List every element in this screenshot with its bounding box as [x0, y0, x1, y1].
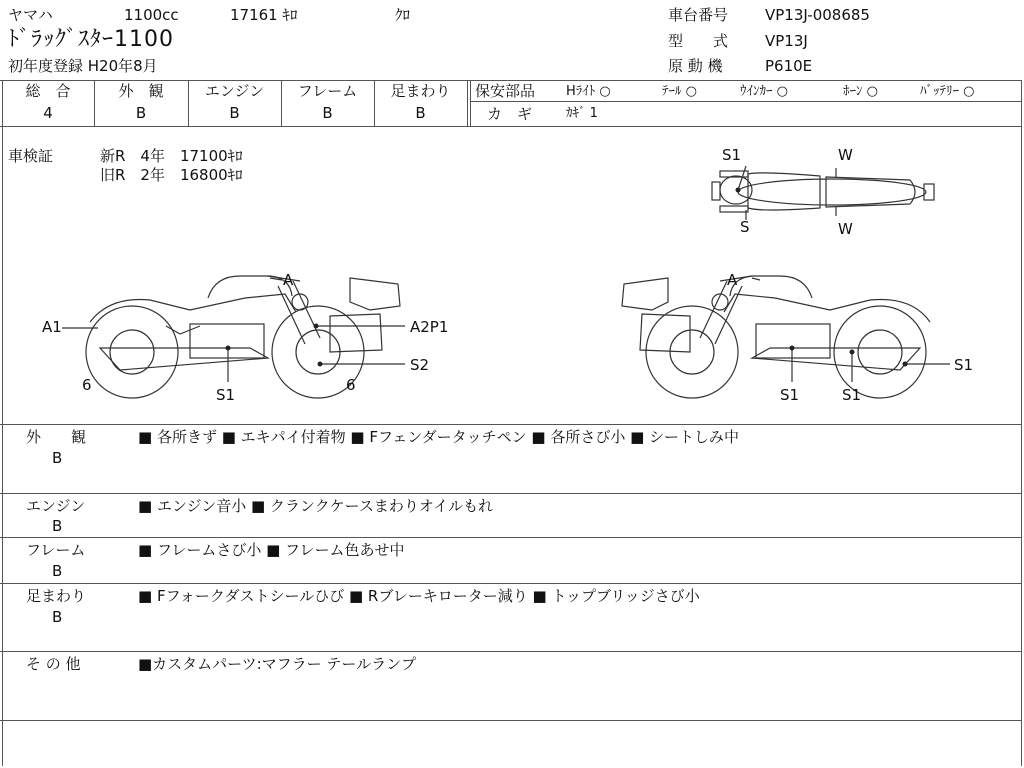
mileage: 17161 ｷﾛ — [230, 6, 298, 24]
top-s-label: S — [740, 218, 750, 236]
color: ｸﾛ — [395, 6, 411, 24]
note-exterior-grade: B — [52, 449, 63, 467]
note-frame-label: フレーム — [26, 541, 86, 559]
displacement: 1100cc — [124, 6, 179, 24]
inspection-old: 旧R 2年 16800ｷﾛ — [100, 166, 243, 184]
left-a1-label: A1 — [42, 318, 62, 336]
note-exterior-label: 外 観 — [26, 428, 87, 446]
model-name: ﾄﾞﾗｯｸﾞｽﾀｰ1100 — [8, 27, 174, 52]
left-a2p1-label: A2P1 — [410, 318, 449, 336]
top-w2-label: W — [838, 220, 853, 238]
right-s1b-label: S1 — [842, 386, 862, 404]
type-label: 型 式 — [668, 32, 729, 50]
divider — [470, 80, 471, 126]
grade-frame-label: フレーム — [297, 82, 358, 100]
frame-no-label: 車台番号 — [668, 6, 729, 24]
left-6b-label: 6 — [346, 376, 356, 394]
grade-engine-label: エンジン — [204, 82, 265, 100]
note-engine-label: エンジン — [26, 497, 86, 515]
divider — [0, 537, 1022, 538]
grade-engine-value: B — [229, 104, 240, 122]
engine-value: P610E — [765, 57, 813, 75]
divider — [0, 583, 1022, 584]
note-suspension-text: ■ Fフォークダストシールひび ■ Rブレーキローター減り ■ トップブリッジさび小 — [138, 587, 700, 605]
maker: ヤマハ — [8, 6, 53, 24]
grade-suspension-label: 足まわり — [390, 82, 451, 100]
divider — [0, 651, 1022, 652]
divider — [0, 424, 1022, 425]
right-a-label: A — [727, 271, 738, 289]
divider — [0, 493, 1022, 494]
grade-frame-value: B — [322, 104, 333, 122]
inspection-label: 車検証 — [8, 147, 54, 165]
note-engine-text: ■ エンジン音小 ■ クランクケースまわりオイルもれ — [138, 497, 494, 515]
divider — [94, 80, 95, 126]
top-s1-label: S1 — [722, 146, 742, 164]
note-suspension-label: 足まわり — [26, 587, 87, 605]
note-other-label: そ の 他 — [26, 655, 81, 673]
right-side-bike — [622, 276, 930, 398]
inspection-new: 新R 4年 17100ｷﾛ — [100, 147, 243, 165]
motorcycle-diagrams — [0, 126, 1022, 424]
divider — [470, 101, 1022, 102]
left-a-label: A — [283, 271, 294, 289]
frame-no: VP13J-008685 — [765, 6, 870, 24]
note-engine-grade: B — [52, 517, 63, 535]
grade-total-value: 4 — [43, 104, 53, 122]
note-suspension-grade: B — [52, 608, 63, 626]
safety-battery: ﾊﾞｯﾃﾘｰ ○ — [920, 84, 975, 99]
divider — [281, 80, 282, 126]
safety-horn: ﾎｰﾝ ○ — [843, 84, 878, 99]
note-frame-grade: B — [52, 562, 63, 580]
divider — [0, 720, 1022, 721]
divider — [467, 80, 468, 126]
left-s1-label: S1 — [216, 386, 236, 404]
safety-taillight: ﾃｰﾙ ○ — [662, 84, 697, 99]
note-frame-text: ■ フレームさび小 ■ フレーム色あせ中 — [138, 541, 405, 559]
divider — [374, 80, 375, 126]
grade-suspension-value: B — [415, 104, 426, 122]
note-other-text: ■カスタムパーツ:マフラー テールランプ — [138, 655, 417, 673]
safety-label: 保安部品 — [475, 82, 536, 100]
first-registration: 初年度登録 H20年8月 — [8, 57, 158, 75]
grade-exterior-label: 外 観 — [118, 82, 164, 100]
divider — [188, 80, 189, 126]
type-value: VP13J — [765, 32, 808, 50]
top-view-bike — [712, 168, 934, 216]
grade-exterior-value: B — [135, 104, 147, 122]
right-s1a-label: S1 — [780, 386, 800, 404]
key-value: ｶｷﾞ 1 — [566, 106, 598, 121]
left-s2-label: S2 — [410, 356, 430, 374]
top-w1-label: W — [838, 146, 853, 164]
left-6a-label: 6 — [82, 376, 92, 394]
safety-headlight: Hﾗｲﾄ ○ — [566, 84, 611, 99]
engine-label: 原 動 機 — [668, 57, 723, 75]
note-exterior-text: ■ 各所きず ■ エキパイ付着物 ■ Fフェンダータッチペン ■ 各所さび小 ■ シートしみ中 — [138, 428, 740, 446]
divider — [0, 80, 1022, 81]
right-s1c-label: S1 — [954, 356, 974, 374]
key-label: カ ギ — [487, 105, 533, 123]
safety-winker: ｳｲﾝｶｰ ○ — [740, 84, 788, 99]
grade-total-label: 総 合 — [25, 82, 71, 100]
